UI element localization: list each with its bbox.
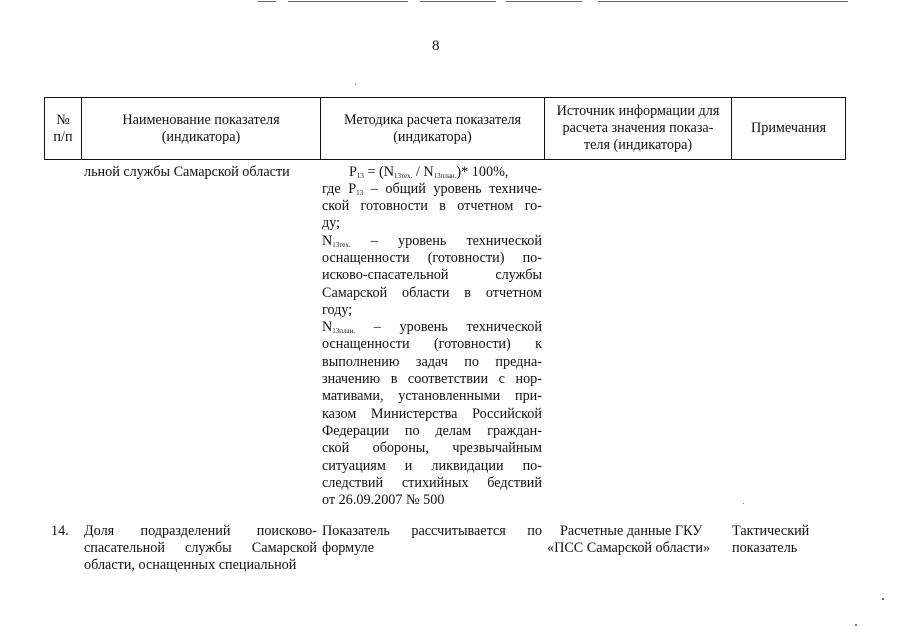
row14-number: 14. bbox=[51, 523, 69, 539]
row14-name-line: спасательной службы Самарской bbox=[84, 540, 317, 556]
top-rule bbox=[288, 1, 408, 2]
top-rule bbox=[598, 1, 848, 2]
header-indicator-name: Наименование показателя (индикатора) bbox=[122, 111, 280, 145]
method-line: $N_{13план.}$ – уровень технической bbox=[322, 319, 542, 335]
row14-note-line: показатель bbox=[732, 540, 798, 556]
page-number: 8 bbox=[432, 38, 440, 54]
method-line: мативами, установленными при- bbox=[322, 388, 542, 404]
row14-method-line: формуле bbox=[322, 540, 374, 556]
row14-source-line: Расчетные данные ГКУ bbox=[560, 523, 703, 539]
row13-formula: $P_{13} = (N_{13тех.} / N_{13план.})*$ 100%, bbox=[349, 164, 509, 180]
scan-speck bbox=[743, 503, 744, 504]
row14-source-line: «ПСС Самарской области» bbox=[547, 540, 711, 556]
header-number: № п/п bbox=[53, 111, 73, 145]
header-method: Методика расчета показателя (индикатора) bbox=[343, 111, 522, 145]
method-line: оснащенности (готовности) к bbox=[322, 336, 542, 352]
method-line: ду; bbox=[322, 215, 341, 231]
method-line: ситуациям и ликвидации по- bbox=[322, 458, 542, 474]
row13-name-continuation: льной службы Самарской области bbox=[84, 164, 290, 180]
row14-name-line: области, оснащенных специальной bbox=[84, 557, 297, 573]
method-line: выполнению задач по предна- bbox=[322, 354, 542, 370]
row14-name-line: Доля подразделений поисково- bbox=[84, 523, 317, 539]
method-line: от 26.09.2007 № 500 bbox=[322, 492, 445, 508]
table-header bbox=[44, 97, 846, 160]
method-line: значению в соответствии с нор- bbox=[322, 371, 542, 387]
method-line: следствий стихийных бедствий bbox=[322, 475, 542, 491]
scan-speck bbox=[355, 84, 356, 85]
method-line: казом Министерства Российской bbox=[322, 406, 542, 422]
top-rule bbox=[506, 1, 582, 2]
method-line: оснащенности (готовности) по- bbox=[322, 250, 542, 266]
top-rule bbox=[258, 1, 276, 2]
row14-method-line: Показатель рассчитывается по bbox=[322, 523, 542, 539]
method-line: ской готовности в отчетном го- bbox=[322, 198, 542, 214]
method-line: исково-спасательной службы bbox=[322, 267, 542, 283]
scan-speck bbox=[855, 624, 857, 626]
method-line: где $P_{13}$ – общий уровень техниче- bbox=[322, 181, 542, 197]
method-line: Самарской области в отчетном bbox=[322, 285, 542, 301]
method-line: году; bbox=[322, 302, 353, 318]
method-line: Федерации по делам граждан- bbox=[322, 423, 542, 439]
header-source: Источник информации для расчета значения показа- теля (индикатора) bbox=[556, 103, 720, 153]
top-rule bbox=[420, 1, 496, 2]
header-notes: Примечания bbox=[751, 120, 826, 136]
method-line: $N_{13тех.}$ – уровень технической bbox=[322, 233, 542, 249]
scan-speck bbox=[882, 598, 884, 600]
method-line: ской обороны, чрезвычайным bbox=[322, 440, 542, 456]
row14-note-line: Тактический bbox=[732, 523, 810, 539]
